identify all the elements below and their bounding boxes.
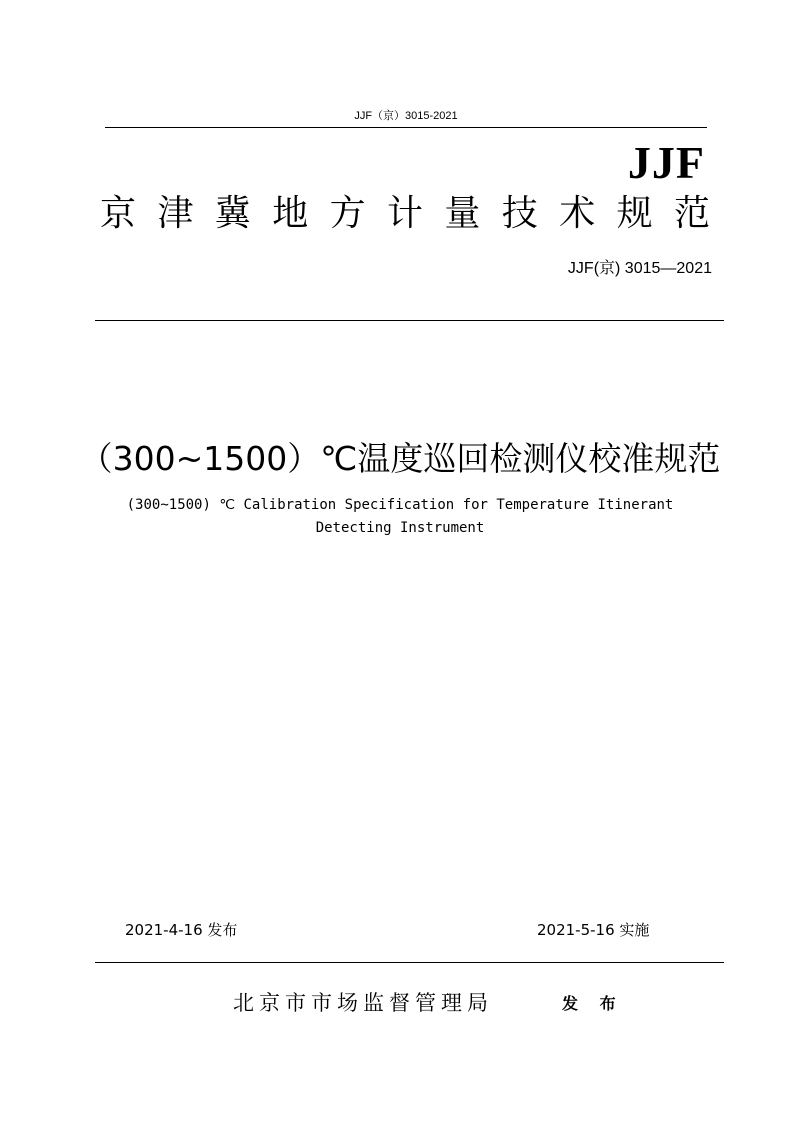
publisher-name: 北京市市场监督管理局	[233, 991, 493, 1015]
document-title-english	[40, 494, 760, 540]
document-number: JJF(京) 3015—2021	[567, 260, 712, 277]
series-title: 京 津 冀 地 方 计 量 技 术 规 范	[100, 193, 710, 234]
header-divider	[105, 127, 707, 128]
english-title-line-1: (300~1500) ℃ Calibration Specification for Temperature Itinerant	[126, 497, 674, 513]
jjf-logo: JJF	[627, 137, 705, 188]
bottom-divider	[95, 962, 724, 963]
english-title-line-2: Detecting Instrument	[315, 520, 485, 536]
running-header: JJF（京）3015-2021	[354, 110, 458, 122]
implementation-date: 2021-5-16 实施	[537, 921, 650, 939]
issue-date: 2021-4-16 发布	[125, 921, 238, 939]
top-divider	[95, 320, 724, 321]
document-title-chinese: （300~1500）℃温度巡回检测仪校准规范	[79, 439, 721, 478]
publish-label: 发 布	[562, 994, 624, 1013]
